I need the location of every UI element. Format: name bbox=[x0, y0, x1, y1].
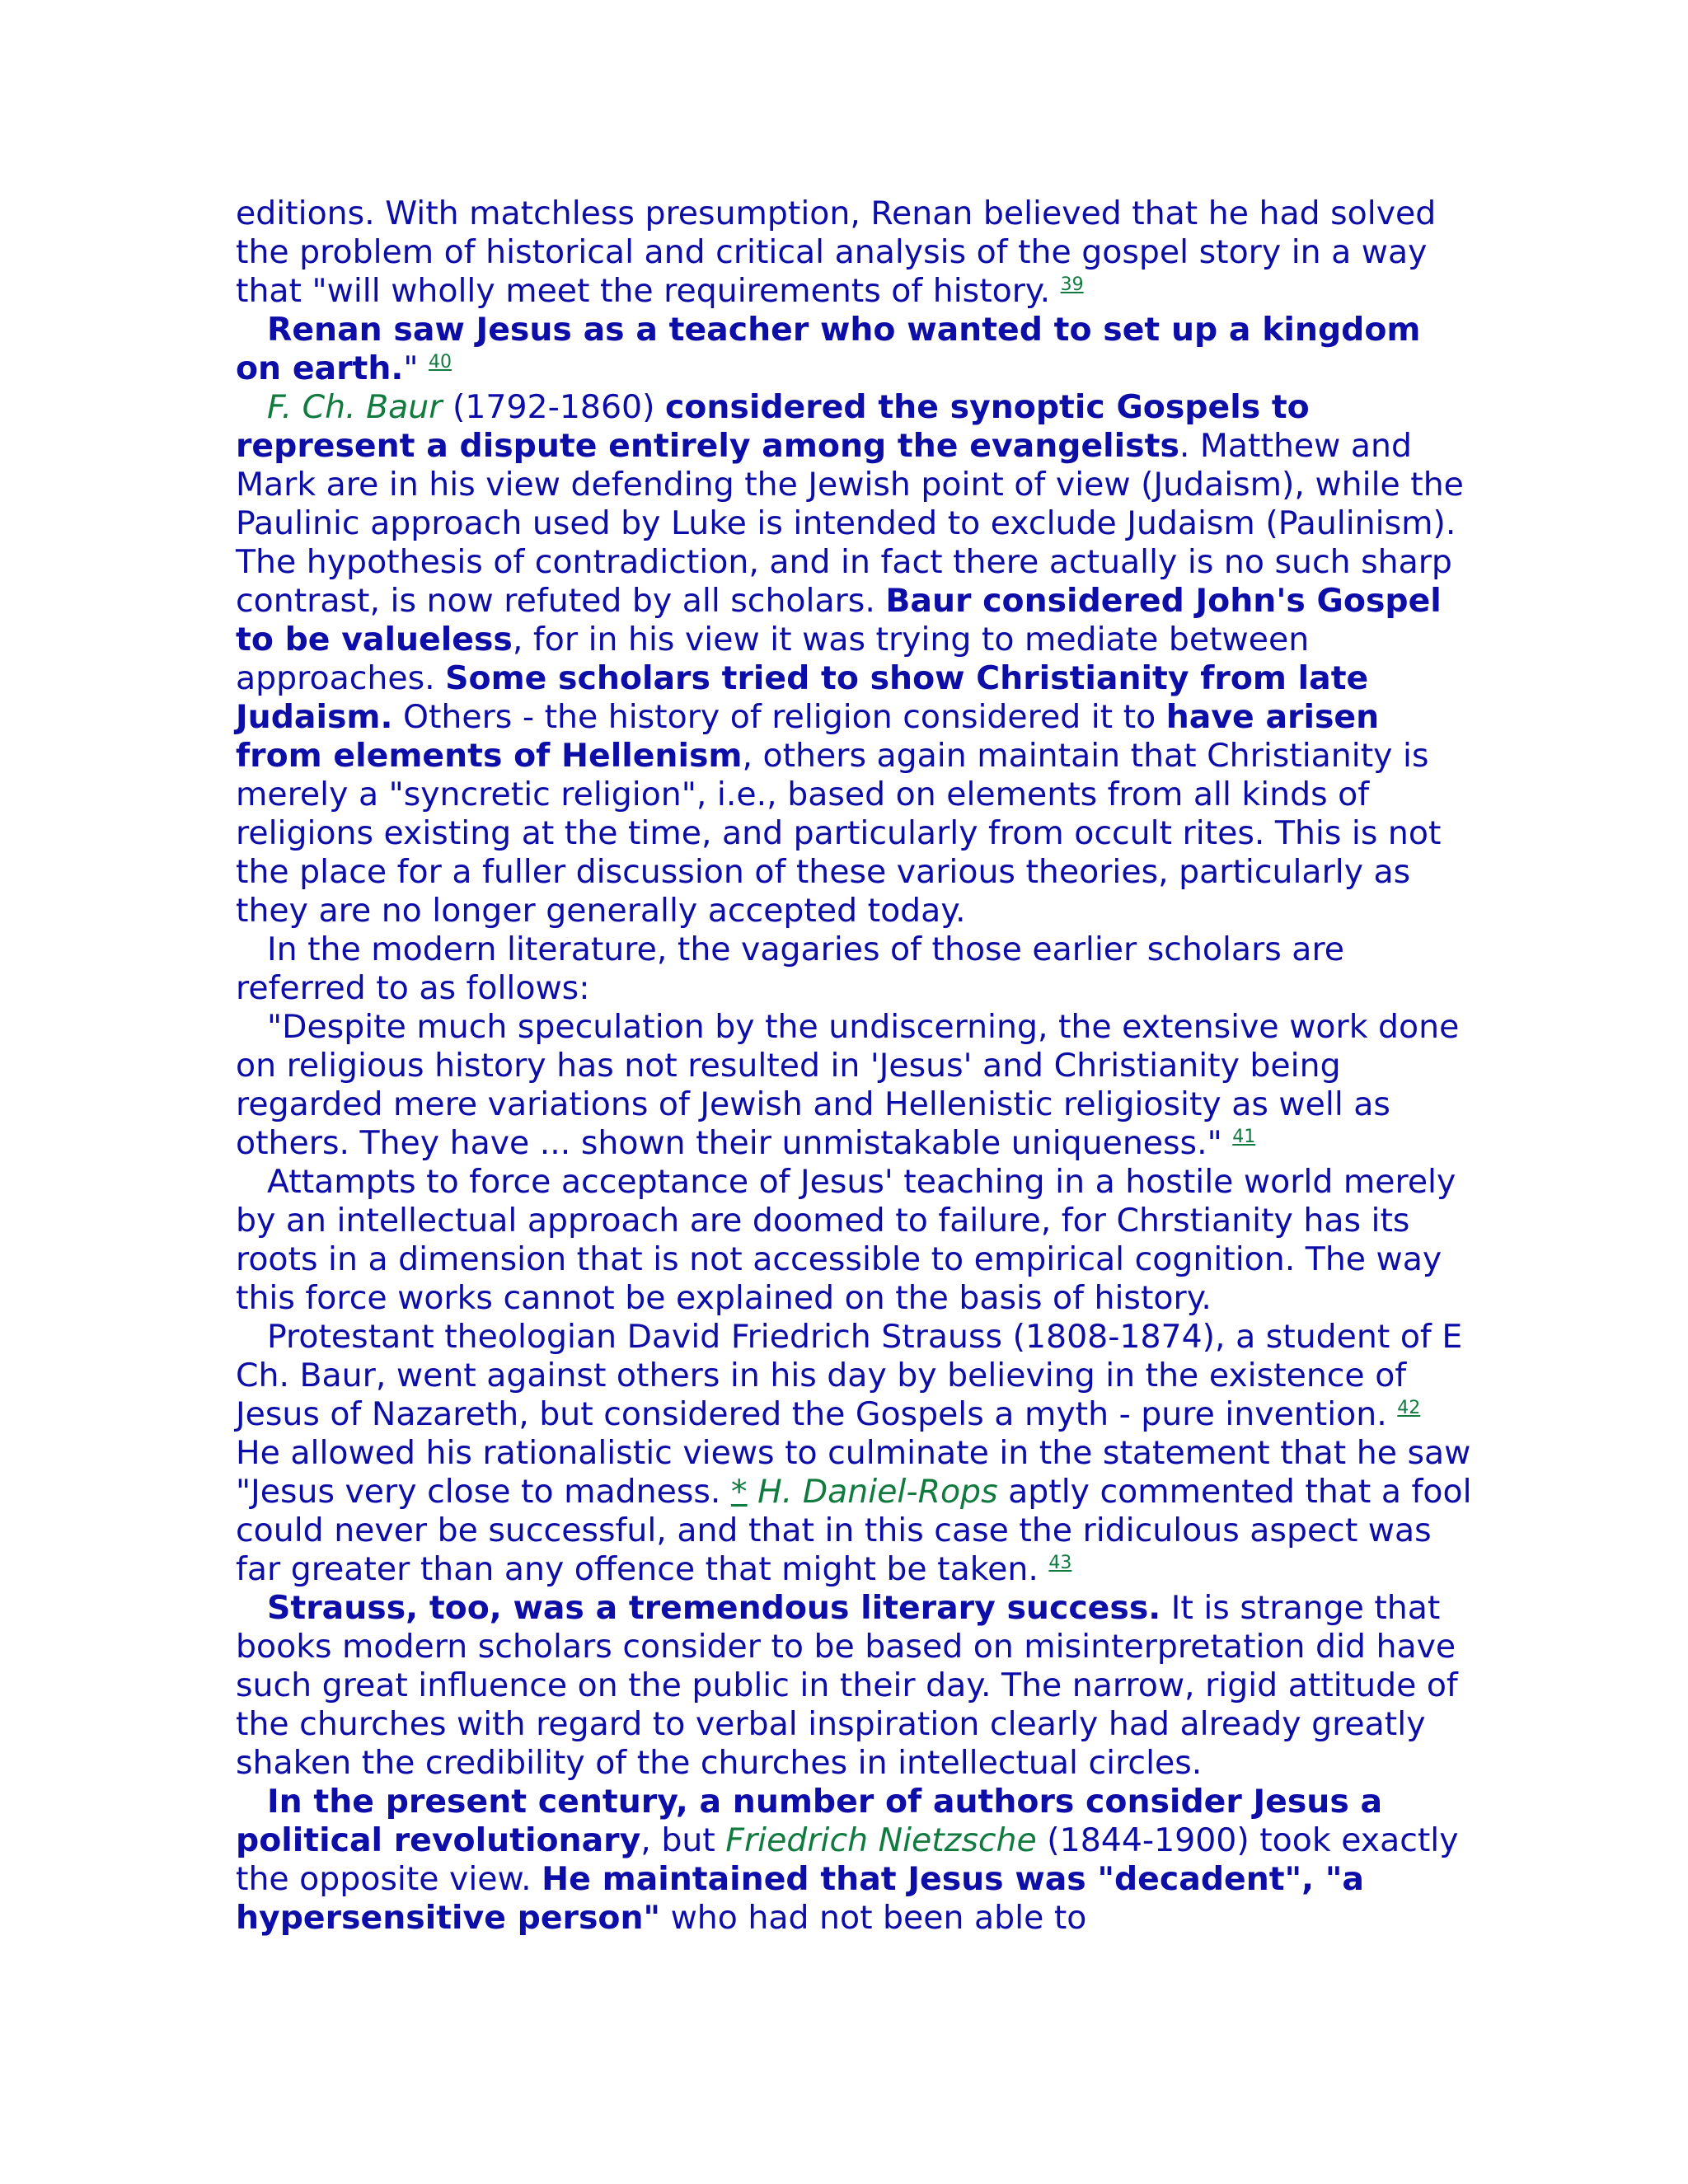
bold-emphasis: He maintained that Jesus was "decadent", "a hypersensitive person" bbox=[236, 1860, 1364, 1937]
text-run: He allowed his rationalistic views to culminate in the statement that he saw "Jesus very close to madness. bbox=[236, 1434, 1471, 1511]
bold-emphasis: Baur considered John's Gospel to be valueless bbox=[236, 582, 1442, 658]
paragraph bbox=[236, 388, 1472, 930]
text-run: editions. With matchless presumption, Renan believed that he had solved the problem of historical and critical analysis of the gospel story in a way that "will wholly meet the requirements of history. bbox=[236, 194, 1437, 310]
bold-emphasis: Strauss, too, was a tremendous literary success. bbox=[267, 1589, 1161, 1627]
text-run bbox=[748, 1473, 758, 1511]
text-run: " bbox=[403, 349, 429, 387]
text-run: Attampts to force acceptance of Jesus' teaching in a hostile world merely by an intellectual approach are doomed to failure, for Chrstianity has its roots in a dimension that is not accessible to empirical cognition. The way this force works cannot be explained on the basis of history. bbox=[236, 1163, 1456, 1317]
text-run: (1844-1900) took exactly the opposite view. bbox=[236, 1821, 1459, 1898]
text-run: , others again maintain that Christianity is merely a "syncretic religion", i.e., based on elements from all kinds of religions existing at the time, and particularly from occult rites. This is not the place for a fuller discussion of these various theories, particularly as they are no longer generally accepted today. bbox=[236, 737, 1442, 930]
paragraph bbox=[236, 194, 1472, 311]
bold-emphasis: Some scholars tried to show Christianity from late Judaism. bbox=[236, 659, 1369, 736]
paragraph bbox=[236, 930, 1472, 1008]
author-name: Friedrich Nietzsche bbox=[725, 1821, 1037, 1859]
paragraph bbox=[236, 311, 1472, 388]
bold-emphasis: In the present century, a number of authors consider Jesus a political revolutionary bbox=[236, 1783, 1383, 1859]
author-name: F. Ch. Baur bbox=[267, 388, 443, 426]
text-run: who had not been able to bbox=[660, 1899, 1087, 1937]
text-run: Others - the history of religion considered it to bbox=[392, 698, 1166, 736]
text-run: , but bbox=[640, 1821, 726, 1859]
footnote-link[interactable]: 42 bbox=[1397, 1398, 1421, 1418]
text-run: "Despite much speculation by the undiscerning, the extensive work done on religious history has not resulted in 'Jesus' and Christianity being regarded mere variations of Jewish and Hellenistic religiosity as well as others. They have ... shown their unmistakable uniqueness." bbox=[236, 1008, 1460, 1162]
paragraph bbox=[236, 1589, 1472, 1783]
text-run: (1792-1860) bbox=[442, 388, 665, 426]
document-body bbox=[236, 194, 1472, 1938]
footnote-link[interactable]: 43 bbox=[1048, 1553, 1072, 1573]
text-run: Protestant theologian David Friedrich Strauss (1808-1874), a student of E Ch. Baur, went against others in his day by believing in the existence of Jesus of Nazareth, but considered the Gospels a myth - pure invention. bbox=[236, 1318, 1463, 1433]
paragraph bbox=[236, 1163, 1472, 1318]
paragraph bbox=[236, 1783, 1472, 1938]
footnote-link[interactable]: 40 bbox=[429, 352, 452, 373]
footnote-link[interactable]: 39 bbox=[1060, 274, 1084, 295]
bold-emphasis: considered the synoptic Gospels to represent a dispute entirely among the evangelists bbox=[236, 388, 1310, 465]
bold-emphasis: have arisen from elements of Hellenism bbox=[236, 698, 1380, 775]
text-run: It is strange that books modern scholars consider to be based on misinterpretation did have such great influence on the public in their day. The narrow, rigid attitude of the churches with regard to verbal inspiration clearly had already greatly shaken the credibility of the churches in intellectual circles. bbox=[236, 1589, 1458, 1782]
asterisk-note-link[interactable]: * bbox=[730, 1473, 748, 1511]
text-run: In the modern literature, the vagaries of those earlier scholars are referred to as follows: bbox=[236, 930, 1345, 1007]
footnote-link[interactable]: 41 bbox=[1232, 1127, 1256, 1147]
text-run: . Matthew and Mark are in his view defending the Jewish point of view (Judaism), while the Paulinic approach used by Luke is intended to exclude Judaism (Paulinism). The hypothesis of contradiction, and in fact there actually is no such sharp contrast, is now refuted by all scholars. bbox=[236, 427, 1464, 620]
paragraph bbox=[236, 1318, 1472, 1589]
paragraph bbox=[236, 1008, 1472, 1163]
text-run: , for in his view it was trying to mediate between approaches. bbox=[236, 621, 1310, 697]
author-name: H. Daniel-Rops bbox=[757, 1473, 998, 1511]
bold-emphasis: Renan saw Jesus as a teacher who wanted to set up a kingdom on earth. bbox=[236, 311, 1421, 387]
text-run: aptly commented that a fool could never be successful, and that in this case the ridiculous aspect was far greater than any offence that might be taken. bbox=[236, 1473, 1472, 1588]
